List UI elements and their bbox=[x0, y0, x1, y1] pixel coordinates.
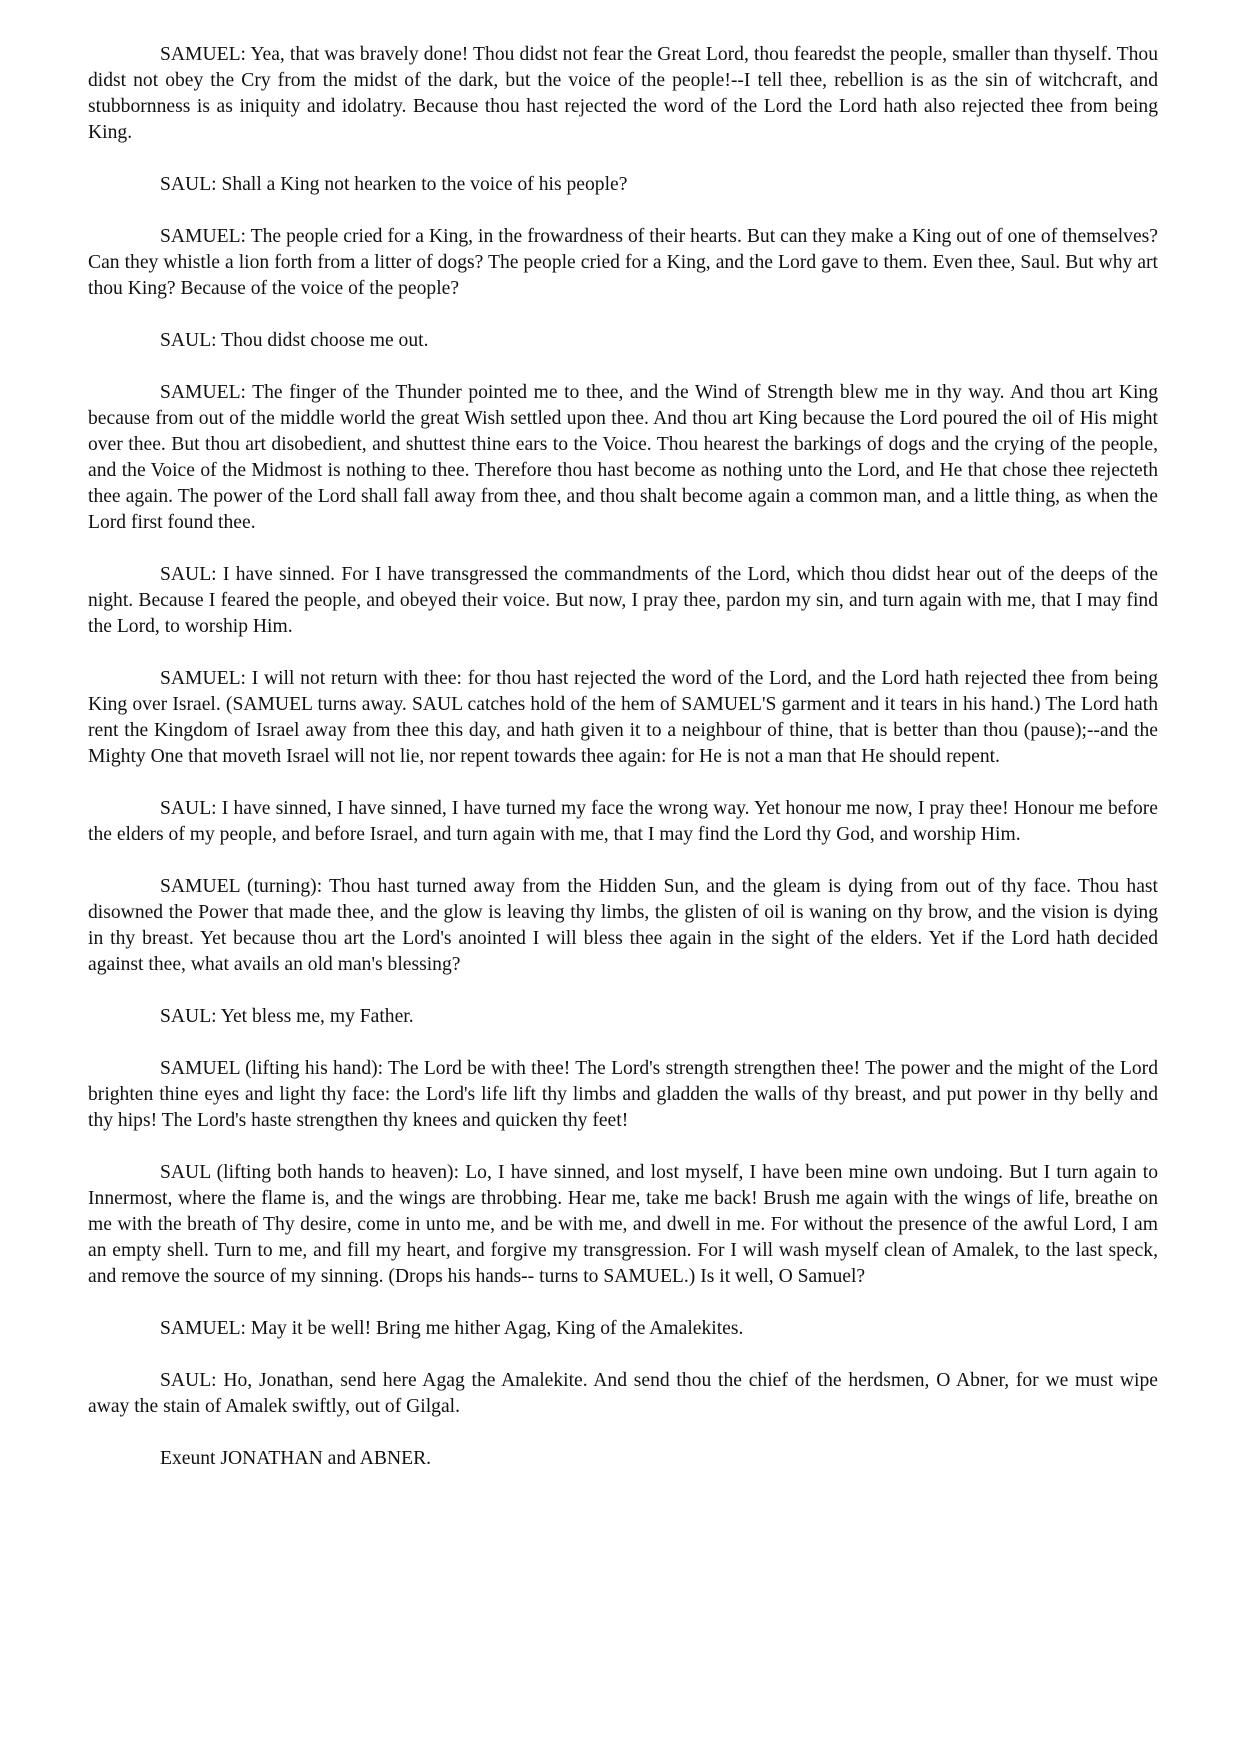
paragraph-saul-lifting-hands: SAUL (lifting both hands to heaven): Lo, I have sinned, and lost myself, I have been mine own undoing. But I turn again to Innermost, where the flame is, and the wings are throbbing. Hear me, take me back! Brush me again with the wings of life, breathe on me with the breath of Thy desire, come in unto me, and be with me, and dwell in me. For without the presence of the awful Lord, I am an empty shell. Turn to me, and fill my heart, and forgive my transgression. For I will wash myself clean of Amalek, to the last speck, and remove the source of my sinning. (Drops his hands-- turns to SAMUEL.) Is it well, O Samuel? bbox=[88, 1162, 1158, 1287]
paragraph-saul-ho-jonathan: SAUL: Ho, Jonathan, send here Agag the Amalekite. And send thou the chief of the herdsmen, O Abner, for we must wipe away the stain of Amalek swiftly, out of Gilgal. bbox=[88, 1370, 1158, 1417]
stage-direction-exeunt: Exeunt JONATHAN and ABNER. bbox=[160, 1448, 432, 1469]
paragraph-saul-honour-me: SAUL: I have sinned, I have sinned, I have turned my face the wrong way. Yet honour me now, I pray thee! Honour me before the elders of my people, and before Israel, and turn again with me, that I may find the Lord thy God, and worship Him. bbox=[88, 798, 1158, 845]
paragraph-saul-bless-me: SAUL: Yet bless me, my Father. bbox=[160, 1006, 414, 1027]
paragraph-samuel-will-not-return: SAMUEL: I will not return with thee: for thou hast rejected the word of the Lord, and the Lord hath rejected thee from being King over Israel. (SAMUEL turns away. SAUL catches hold of the hem of SAMUEL'S garment and it tears in his hand.) The Lord hath rent the Kingdom of Israel away from thee this day, and hath given it to a neighbour of thine, that is better than thou (pause);--and the Mighty One that moveth Israel will not lie, nor repent towards thee again: for He is not a man that He should repent. bbox=[88, 668, 1158, 767]
paragraph-saul-choose-me: SAUL: Thou didst choose me out. bbox=[160, 330, 429, 351]
document-page bbox=[88, 42, 1158, 1498]
paragraph-samuel-lifting-hand: SAMUEL (lifting his hand): The Lord be with thee! The Lord's strength strengthen thee! The power and the might of the Lord brighten thine eyes and light thy face: the Lord's life lift thy limbs and gladden the walls of thy breast, and put power in thy belly and thy hips! The Lord's haste strengthen thy knees and quicken thy feet! bbox=[88, 1058, 1158, 1131]
paragraph-samuel-bravely-done: SAMUEL: Yea, that was bravely done! Thou didst not fear the Great Lord, thou fearedst the people, smaller than thyself. Thou didst not obey the Cry from the midst of the dark, but the voice of the people!--I tell thee, rebellion is as the sin of witchcraft, and stubbornness is as iniquity and idolatry. Because thou hast rejected the word of the Lord the Lord hath also rejected thee from being King. bbox=[88, 44, 1158, 143]
paragraph-samuel-turning: SAMUEL (turning): Thou hast turned away from the Hidden Sun, and the gleam is dying from out of thy face. Thou hast disowned the Power that made thee, and the glow is leaving thy limbs, the glisten of oil is waning on thy brow, and the vision is dying in thy breast. Yet because thou art the Lord's anointed I will bless thee again in the sight of the elders. Yet if the Lord hath decided against thee, what avails an old man's blessing? bbox=[88, 876, 1158, 975]
paragraph-saul-i-have-sinned: SAUL: I have sinned. For I have transgressed the commandments of the Lord, which thou didst hear out of the deeps of the night. Because I feared the people, and obeyed their voice. But now, I pray thee, pardon my sin, and turn again with me, that I may find the Lord, to worship Him. bbox=[88, 564, 1158, 637]
paragraph-samuel-people-cried: SAMUEL: The people cried for a King, in the frowardness of their hearts. But can they make a King out of one of themselves? Can they whistle a lion forth from a litter of dogs? The people cried for a King, and the Lord gave to them. Even thee, Saul. But why art thou King? Because of the voice of the people? bbox=[88, 226, 1158, 299]
paragraph-samuel-finger-of-thunder: SAMUEL: The finger of the Thunder pointed me to thee, and the Wind of Strength blew me in thy way. And thou art King because from out of the middle world the great Wish settled upon thee. And thou art King because the Lord poured the oil of His might over thee. But thou art disobedient, and shuttest thine ears to the Voice. Thou hearest the barkings of dogs and the crying of the people, and the Voice of the Midmost is nothing to thee. Therefore thou hast become as nothing unto the Lord, and He that chose thee rejecteth thee again. The power of the Lord shall fall away from thee, and thou shalt become again a common man, and a little thing, as when the Lord first found thee. bbox=[88, 382, 1158, 533]
paragraph-saul-hearken: SAUL: Shall a King not hearken to the voice of his people? bbox=[160, 174, 628, 195]
paragraph-samuel-bring-agag: SAMUEL: May it be well! Bring me hither Agag, King of the Amalekites. bbox=[160, 1318, 744, 1339]
